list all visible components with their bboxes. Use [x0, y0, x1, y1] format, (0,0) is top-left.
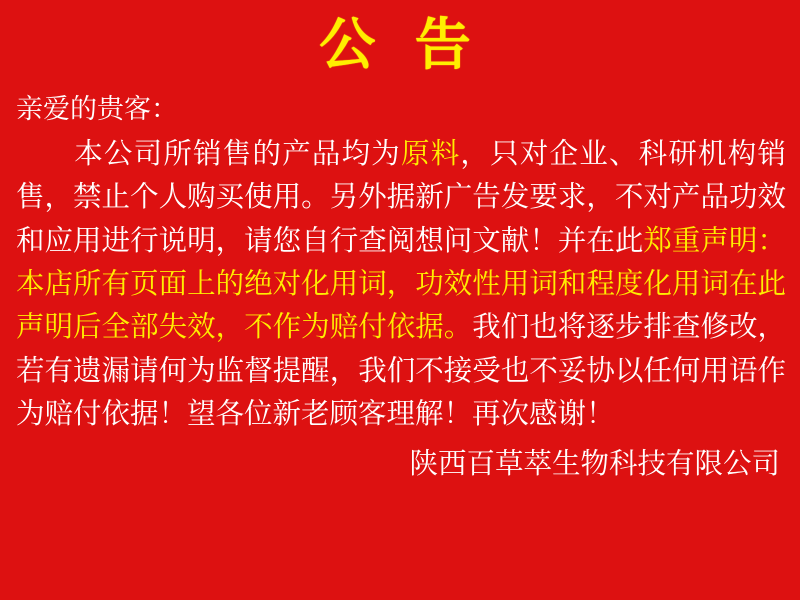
- body-segment-5: 我们也将逐步排查修改，若有遗漏请何为监督提醒，我们不接受也不妥协以任何用语作为赔付依据！望各位新老顾客理解！再次感谢！: [16, 310, 786, 430]
- body-segment-1: 本公司所销售的产品均为: [73, 137, 401, 171]
- body-highlight-raw-material: 原料: [400, 137, 461, 171]
- page-title: 公 告: [319, 13, 481, 78]
- company-signature: 陕西百草萃生物科技有限公司: [409, 447, 780, 481]
- body-highlight-declaration: 郑重声明：本店所有页面上的绝对化用词，功效性用词和程度化用词在此声明后全部失效，不作为赔付依据。: [16, 223, 786, 344]
- body-segment-3: ，只对企业、科研机构销售，禁止个人购买使用。另外据新广告发要求，不对产品功效和应用进行说明，请您自行查阅想问文献！并在此: [16, 137, 786, 257]
- salutation-text: 亲爱的贵客：: [16, 93, 178, 125]
- announcement-body: [16, 132, 786, 435]
